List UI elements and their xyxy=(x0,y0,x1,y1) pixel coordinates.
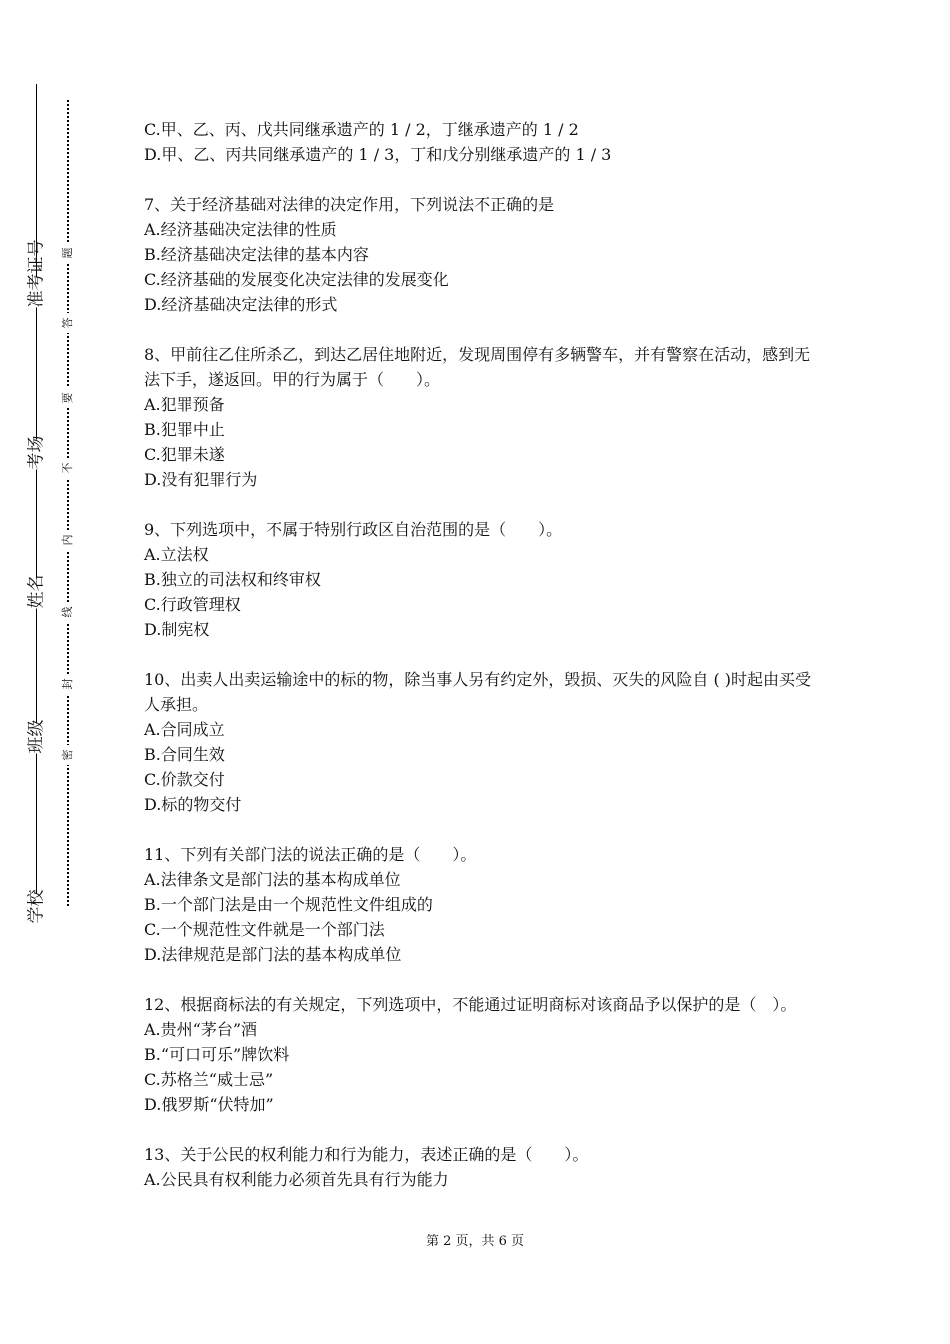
name-label: 姓名 xyxy=(26,574,47,609)
question-stem: 10、出卖人出卖运输途中的标的物，除当事人另有约定外，毁损、灭失的风险自 ( )时起由买受人承担。 xyxy=(144,670,812,714)
option: A.立法权 xyxy=(144,545,209,564)
option: C.甲、乙、丙、戊共同继承遗产的 1 / 2，丁继承遗产的 1 / 2 xyxy=(144,120,579,139)
option: D.制宪权 xyxy=(144,620,210,639)
seal-char: 不 xyxy=(58,458,78,478)
binding-solid-line xyxy=(36,84,37,914)
option: D.标的物交付 xyxy=(144,795,242,814)
option: C.苏格兰“威士忌” xyxy=(144,1070,274,1089)
option: C.行政管理权 xyxy=(144,595,241,614)
question-stem: 9、下列选项中，不属于特别行政区自治范围的是（ ）。 xyxy=(144,520,563,539)
option: C.一个规范性文件就是一个部门法 xyxy=(144,920,385,939)
option: A.法律条文是部门法的基本构成单位 xyxy=(144,870,401,889)
question-content xyxy=(144,117,814,1192)
option: B.一个部门法是由一个规范性文件组成的 xyxy=(144,895,433,914)
option: C.价款交付 xyxy=(144,770,225,789)
option: B.合同生效 xyxy=(144,745,225,764)
seal-char: 封 xyxy=(58,674,78,694)
seal-char: 线 xyxy=(58,602,78,622)
question-stem: 7、关于经济基础对法律的决定作用，下列说法不正确的是 xyxy=(144,195,555,214)
seal-char: 题 xyxy=(58,243,78,263)
page-number: 第 2 页，共 6 页 xyxy=(425,1234,525,1249)
exam-room-label: 考场 xyxy=(26,435,47,470)
question-13 xyxy=(144,1142,814,1192)
option: A.犯罪预备 xyxy=(144,395,225,414)
seal-char: 答 xyxy=(58,313,78,333)
question-stem: 8、甲前往乙住所杀乙，到达乙居住地附近，发现周围停有多辆警车，并有警察在活动，感到无法下手，遂返回。甲的行为属于（ ）。 xyxy=(144,345,811,389)
question-11 xyxy=(144,842,814,967)
option: B.犯罪中止 xyxy=(144,420,225,439)
question-9 xyxy=(144,517,814,642)
carryover-options xyxy=(144,117,814,167)
school-label: 学校 xyxy=(26,889,47,924)
question-stem: 12、根据商标法的有关规定，下列选项中，不能通过证明商标对该商品予以保护的是（ ）。 xyxy=(144,995,797,1014)
question-stem: 13、关于公民的权利能力和行为能力，表述正确的是（ ）。 xyxy=(144,1145,589,1164)
option: D.俄罗斯“伏特加” xyxy=(144,1095,274,1114)
option: D.甲、乙、丙共同继承遗产的 1 / 3，丁和戊分别继承遗产的 1 / 3 xyxy=(144,145,612,164)
class-label: 班级 xyxy=(26,719,47,754)
option: D.没有犯罪行为 xyxy=(144,470,258,489)
option: B.经济基础决定法律的基本内容 xyxy=(144,245,369,264)
option: D.经济基础决定法律的形式 xyxy=(144,295,338,314)
question-12 xyxy=(144,992,814,1117)
seal-char: 密 xyxy=(58,745,78,765)
question-7 xyxy=(144,192,814,317)
option: B.独立的司法权和终审权 xyxy=(144,570,321,589)
option: C.经济基础的发展变化决定法律的发展变化 xyxy=(144,270,449,289)
seal-char: 要 xyxy=(58,388,78,408)
option: A.贵州“茅台”酒 xyxy=(144,1020,258,1039)
seal-char: 内 xyxy=(58,530,78,550)
question-stem: 11、下列有关部门法的说法正确的是（ ）。 xyxy=(144,845,477,864)
option: C.犯罪未遂 xyxy=(144,445,225,464)
option: D.法律规范是部门法的基本构成单位 xyxy=(144,945,402,964)
question-8 xyxy=(144,342,814,492)
question-10 xyxy=(144,667,814,817)
option: A.经济基础决定法律的性质 xyxy=(144,220,337,239)
binding-dotted-line xyxy=(67,100,69,906)
option: A.公民具有权利能力必须首先具有行为能力 xyxy=(144,1170,449,1189)
admission-number-label: 准考证号 xyxy=(26,239,47,308)
binding-margin xyxy=(0,0,110,1344)
option: A.合同成立 xyxy=(144,720,225,739)
option: B.“可口可乐”牌饮料 xyxy=(144,1045,290,1064)
